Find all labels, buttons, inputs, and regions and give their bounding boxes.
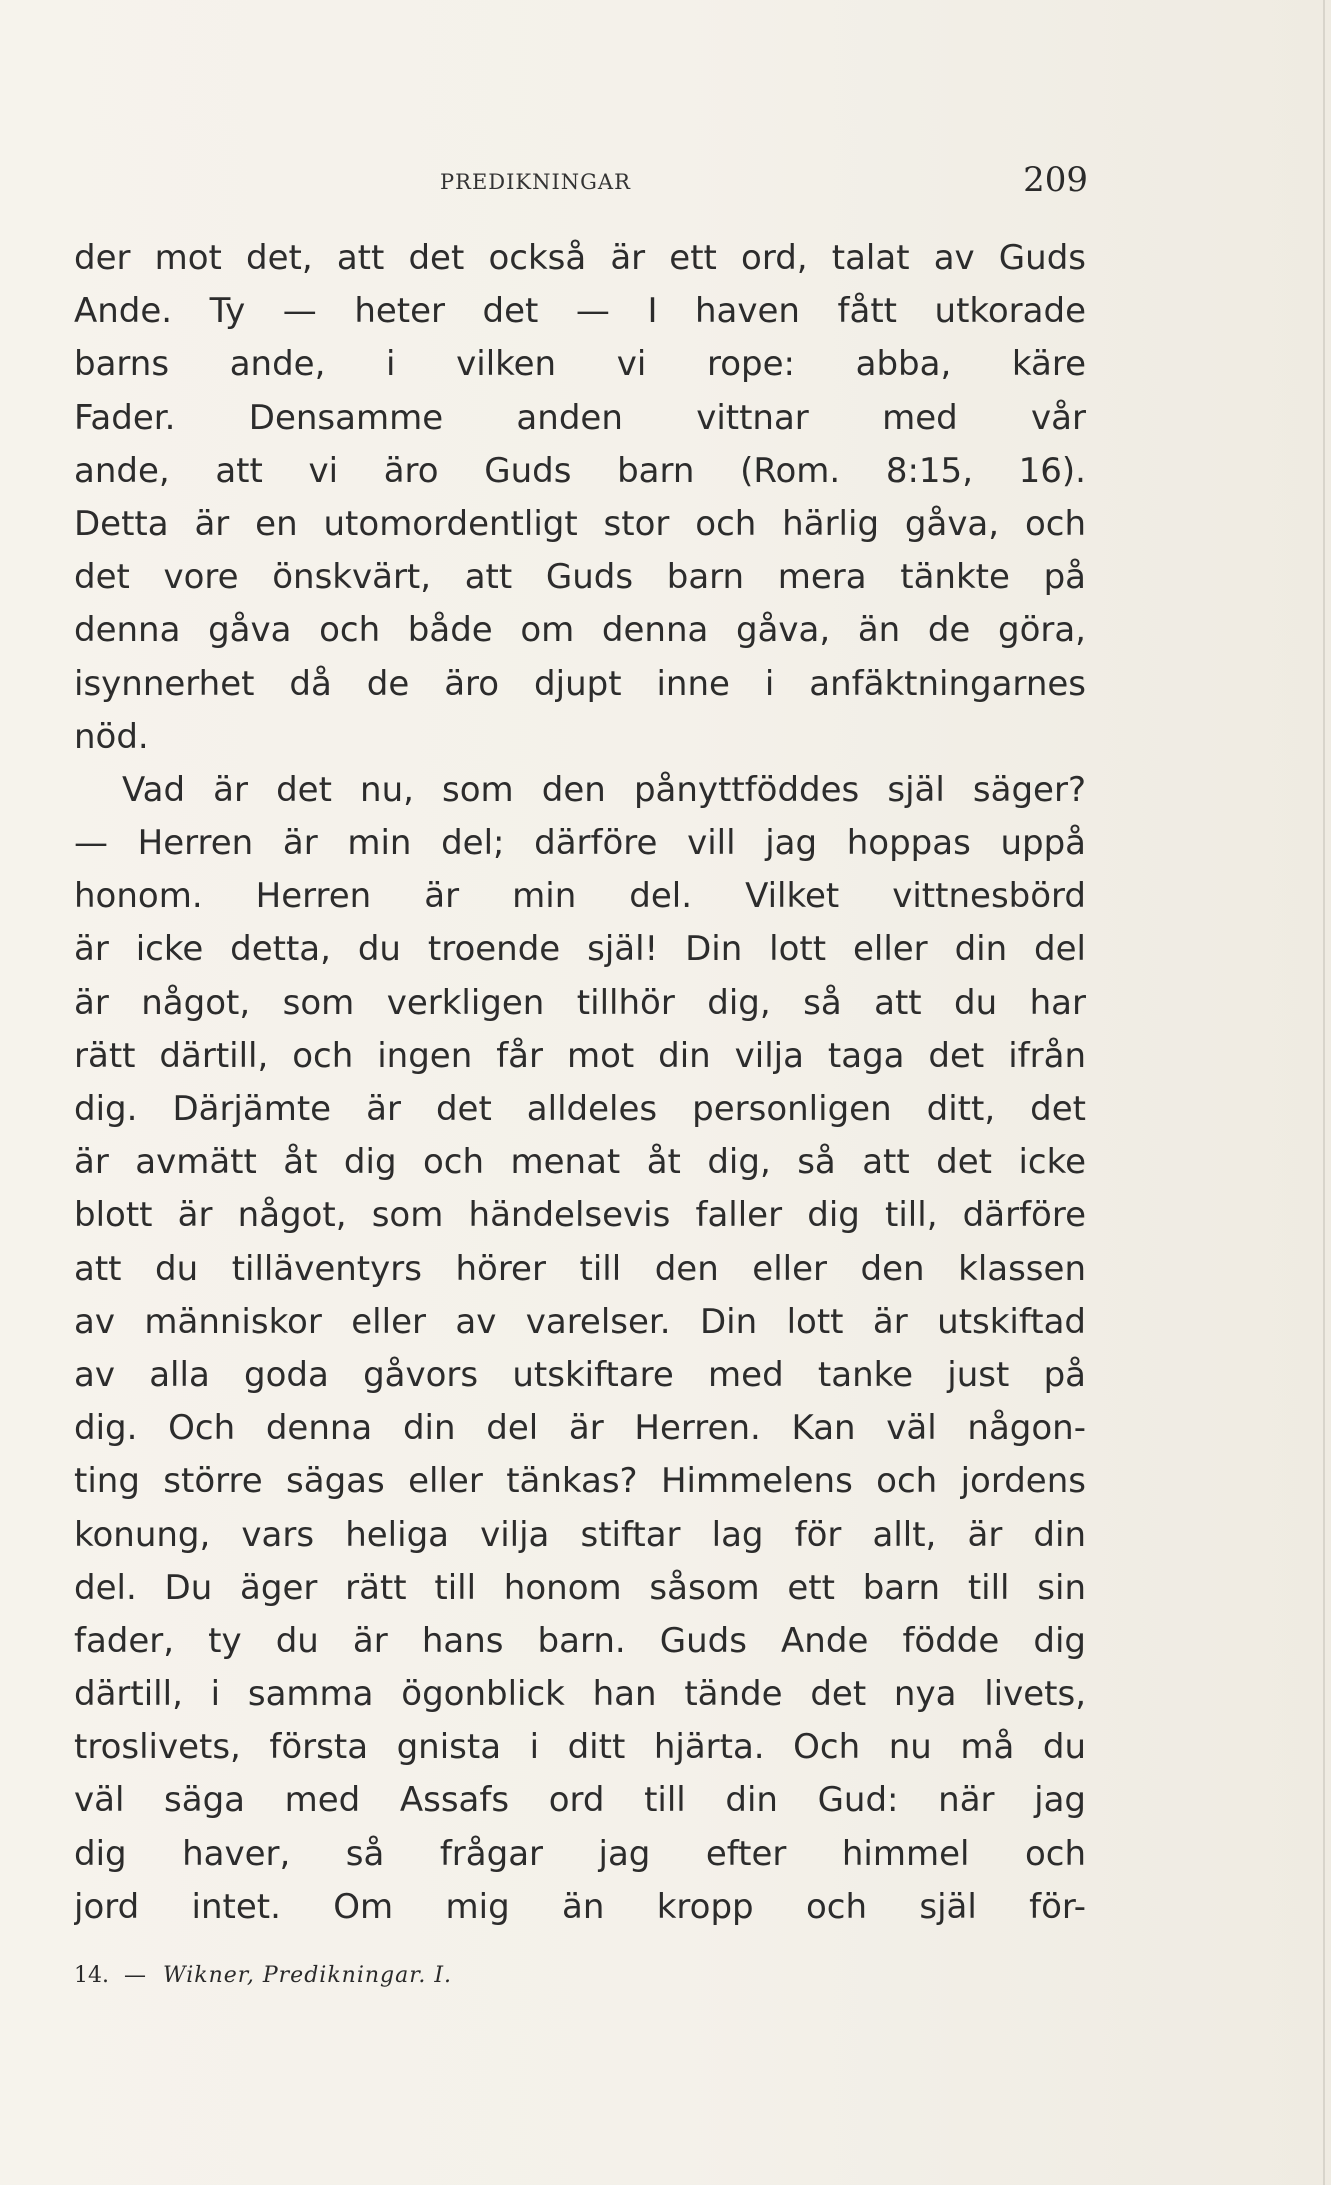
- text-line: konung, vars heliga vilja stiftar lag för allt, är din: [74, 1514, 1086, 1555]
- text-line: Vad är det nu, som den pånyttföddes själ säger?: [122, 769, 1086, 810]
- text-line: ande, att vi äro Guds barn (Rom. 8:15, 16).: [74, 450, 1086, 491]
- text-line: nöd.: [74, 716, 149, 757]
- text-line: är icke detta, du troende själ! Din lott eller din del: [74, 929, 1086, 970]
- text-line: isynnerhet då de äro djupt inne i anfäktningarnes: [74, 663, 1086, 704]
- text-line: Ande. Ty — heter det — I haven fått utkorade: [74, 291, 1086, 332]
- page-number: 209: [1023, 160, 1088, 200]
- signature-mark: 14.: [74, 1963, 109, 1988]
- running-head: PREDIKNINGAR: [440, 170, 631, 194]
- text-line: är något, som verkligen tillhör dig, så att du har: [74, 982, 1086, 1023]
- body-text: [74, 232, 1086, 1934]
- text-line: der mot det, att det också är ett ord, talat av Guds: [74, 238, 1086, 278]
- text-line: av människor eller av varelser. Din lott är utskiftad: [74, 1301, 1086, 1342]
- page-header: [72, 160, 1092, 216]
- text-line: det vore önskvärt, att Guds barn mera tänkte på: [74, 557, 1086, 598]
- page-edge: [1323, 0, 1325, 2185]
- text-line: Fader. Densamme anden vittnar med vår: [74, 397, 1086, 438]
- page-footer: [74, 1963, 452, 1988]
- book-reference: Wikner, Predikningar. I.: [163, 1963, 452, 1988]
- text-line: barns ande, i vilken vi rope: abba, käre: [74, 344, 1086, 385]
- text-line: — Herren är min del; därföre vill jag hoppas uppå: [74, 823, 1086, 864]
- text-line: del. Du äger rätt till honom såsom ett barn till sin: [74, 1567, 1086, 1608]
- text-line: honom. Herren är min del. Vilket vittnesbörd: [74, 876, 1086, 917]
- text-line: jord intet. Om mig än kropp och själ för-: [74, 1886, 1086, 1927]
- text-line: denna gåva och både om denna gåva, än de göra,: [74, 610, 1086, 651]
- text-line: är avmätt åt dig och menat åt dig, så att det icke: [74, 1142, 1086, 1183]
- text-line: ting större sägas eller tänkas? Himmelens och jordens: [74, 1461, 1086, 1502]
- text-line: Detta är en utomordentligt stor och härlig gåva, och: [74, 503, 1086, 544]
- text-line: därtill, i samma ögonblick han tände det nya livets,: [74, 1674, 1086, 1715]
- text-line: dig haver, så frågar jag efter himmel och: [74, 1833, 1086, 1874]
- text-line: att du tilläventyrs hörer till den eller den klassen: [74, 1248, 1086, 1289]
- text-line: fader, ty du är hans barn. Guds Ande födde dig: [74, 1620, 1086, 1661]
- text-line: rätt därtill, och ingen får mot din vilja taga det ifrån: [74, 1035, 1086, 1076]
- text-line: dig. Och denna din del är Herren. Kan väl någon-: [74, 1408, 1086, 1449]
- footer-dash: —: [124, 1963, 146, 1988]
- text-line: väl säga med Assafs ord till din Gud: när jag: [74, 1780, 1086, 1821]
- text-line: av alla goda gåvors utskiftare med tanke just på: [74, 1354, 1086, 1395]
- text-line: dig. Därjämte är det alldeles personligen ditt, det: [74, 1089, 1086, 1129]
- text-line: troslivets, första gnista i ditt hjärta. Och nu må du: [74, 1727, 1086, 1768]
- text-line: blott är något, som händelsevis faller dig till, därföre: [74, 1195, 1086, 1236]
